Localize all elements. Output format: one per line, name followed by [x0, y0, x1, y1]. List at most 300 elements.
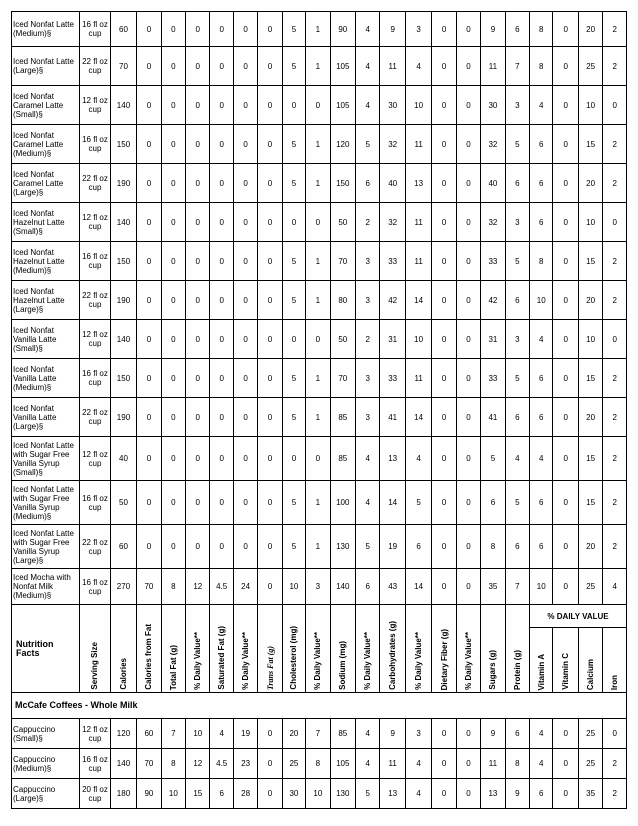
col-header-text: Protein (g) — [512, 650, 522, 690]
serving-size: 12 fl oz cup — [80, 320, 111, 359]
nutrient-value: 0 — [258, 749, 282, 779]
nutrient-value: 4 — [405, 749, 431, 779]
nutrient-value: 9 — [380, 12, 405, 47]
nutrient-value: 15 — [578, 437, 602, 481]
nutrient-value: 0 — [210, 437, 233, 481]
nutrient-value: 0 — [137, 86, 161, 125]
col-header-text: % Daily Value** — [313, 632, 323, 690]
nutrient-value: 0 — [258, 86, 282, 125]
nutrient-value: 0 — [186, 242, 210, 281]
nutrient-value: 7 — [161, 719, 185, 749]
col-header-text: Iron — [610, 674, 620, 690]
col-header-protein — [505, 605, 529, 693]
nutrient-value: 8 — [530, 47, 553, 86]
nutrient-value: 3 — [356, 242, 380, 281]
nutrient-value: 0 — [553, 437, 578, 481]
nutrient-value: 0 — [432, 481, 456, 525]
item-name: Iced Nonfat Latte with Sugar Free Vanilla Syrup (Small)§ — [12, 437, 80, 481]
nutrient-value: 0 — [456, 719, 480, 749]
nutrient-value: 0 — [210, 481, 233, 525]
serving-size: 22 fl oz cup — [80, 164, 111, 203]
nutrient-value: 0 — [456, 125, 480, 164]
nutrient-value: 140 — [110, 203, 136, 242]
nutrient-value: 6 — [530, 125, 553, 164]
nutrient-value: 0 — [553, 525, 578, 569]
col-header-text: Calcium — [586, 658, 596, 690]
nutrient-value: 0 — [432, 719, 456, 749]
nutrient-value: 5 — [282, 164, 305, 203]
table-row — [12, 281, 627, 320]
nutrient-value: 120 — [110, 719, 136, 749]
nutrient-value: 0 — [553, 203, 578, 242]
nutrient-value: 11 — [481, 749, 505, 779]
nutrient-value: 0 — [258, 779, 282, 809]
nutrient-value: 70 — [330, 242, 355, 281]
nutrient-value: 0 — [258, 398, 282, 437]
nutrient-value: 2 — [603, 749, 627, 779]
col-header-text: Vitamin C — [561, 653, 571, 690]
nutrient-value: 0 — [186, 398, 210, 437]
nutrient-value: 0 — [432, 164, 456, 203]
nutrient-value: 85 — [330, 437, 355, 481]
nutrient-value: 0 — [210, 164, 233, 203]
col-header-text: % Daily Value** — [193, 632, 203, 690]
nutrient-value: 8 — [530, 242, 553, 281]
nutrient-value: 0 — [432, 525, 456, 569]
nutrient-value: 6 — [505, 164, 529, 203]
nutrient-value: 0 — [553, 86, 578, 125]
nutrient-value: 0 — [456, 749, 480, 779]
nutrient-value: 0 — [258, 47, 282, 86]
nutrient-value: 70 — [137, 569, 161, 605]
nutrient-value: 8 — [505, 749, 529, 779]
nutrient-value: 0 — [432, 281, 456, 320]
nutrient-value: 0 — [553, 320, 578, 359]
item-name: Iced Nonfat Hazelnut Latte (Large)§ — [12, 281, 80, 320]
nutrient-value: 32 — [380, 203, 405, 242]
nutrient-value: 2 — [356, 320, 380, 359]
nutrient-value: 0 — [456, 47, 480, 86]
nutrient-value: 0 — [233, 47, 257, 86]
col-header-iron — [603, 628, 627, 693]
nutrient-value: 4 — [530, 749, 553, 779]
nutrient-value: 0 — [233, 398, 257, 437]
col-header-text: % Daily Value** — [463, 632, 473, 690]
nutrient-value: 0 — [233, 281, 257, 320]
nutrient-value: 0 — [258, 12, 282, 47]
table-row — [12, 481, 627, 525]
nutrient-value: 0 — [432, 47, 456, 86]
item-name: Iced Nonfat Caramel Latte (Small)§ — [12, 86, 80, 125]
nutrient-value: 2 — [603, 481, 627, 525]
nutrient-value: 90 — [330, 12, 355, 47]
nutrient-value: 0 — [233, 437, 257, 481]
nutrient-value: 5 — [505, 359, 529, 398]
nutrient-value: 3 — [356, 281, 380, 320]
nutrient-value: 4 — [356, 749, 380, 779]
nutrient-value: 6 — [530, 481, 553, 525]
nutrient-value: 0 — [186, 437, 210, 481]
nutrient-value: 0 — [233, 86, 257, 125]
nutrient-value: 5 — [505, 242, 529, 281]
nutrient-value: 0 — [186, 47, 210, 86]
col-header-calories-from-fat — [137, 605, 161, 693]
col-header-text: Trans Fat (g) — [265, 645, 275, 690]
nutrient-value: 20 — [578, 525, 602, 569]
nutrient-value: 0 — [233, 320, 257, 359]
nutrient-value: 0 — [161, 359, 185, 398]
nutrient-value: 4 — [530, 86, 553, 125]
nutrient-value: 4 — [405, 47, 431, 86]
nutrient-value: 0 — [456, 242, 480, 281]
nutrient-value: 6 — [530, 203, 553, 242]
nutrient-value: 0 — [161, 47, 185, 86]
bottom-rows — [12, 719, 627, 809]
table-row — [12, 203, 627, 242]
nutrient-value: 120 — [330, 125, 355, 164]
col-header-cholesterol — [282, 605, 305, 693]
nutrient-value: 5 — [282, 47, 305, 86]
nutrient-value: 10 — [306, 779, 330, 809]
nutrient-value: 0 — [456, 569, 480, 605]
nutrient-value: 60 — [137, 719, 161, 749]
nutrient-value: 3 — [405, 719, 431, 749]
nutrient-value: 0 — [210, 320, 233, 359]
nutrient-value: 0 — [432, 569, 456, 605]
nutrient-value: 11 — [405, 359, 431, 398]
nutrient-value: 2 — [603, 779, 627, 809]
nutrient-value: 190 — [110, 164, 136, 203]
table-row — [12, 242, 627, 281]
col-header-text: Total Fat (g) — [168, 644, 178, 690]
nutrient-value: 6 — [530, 525, 553, 569]
nutrient-value: 0 — [186, 12, 210, 47]
nutrient-value: 14 — [405, 569, 431, 605]
nutrient-value: 5 — [481, 437, 505, 481]
nutrient-value: 3 — [405, 12, 431, 47]
col-header-serving-size — [80, 605, 111, 693]
nutrient-value: 2 — [356, 203, 380, 242]
nutrient-value: 10 — [405, 86, 431, 125]
nutrient-value: 20 — [578, 281, 602, 320]
nutrient-value: 40 — [380, 164, 405, 203]
nutrient-value: 60 — [110, 525, 136, 569]
nutrient-value: 0 — [432, 398, 456, 437]
nutrient-value: 0 — [186, 281, 210, 320]
nutrient-value: 150 — [110, 242, 136, 281]
nutrient-value: 12 — [186, 569, 210, 605]
col-header-vitamin-a — [530, 628, 553, 693]
nutrient-value: 15 — [578, 242, 602, 281]
serving-size: 22 fl oz cup — [80, 47, 111, 86]
item-name: Iced Nonfat Vanilla Latte (Medium)§ — [12, 359, 80, 398]
daily-value-header: % DAILY VALUE — [530, 605, 627, 628]
col-header-text: Serving Size — [90, 642, 100, 690]
item-name: Cappuccino (Medium)§ — [12, 749, 80, 779]
item-name: Iced Nonfat Latte with Sugar Free Vanilla Syrup (Large)§ — [12, 525, 80, 569]
item-name: Iced Mocha with Nonfat Milk (Medium)§ — [12, 569, 80, 605]
nutrient-value: 7 — [306, 719, 330, 749]
nutrient-value: 270 — [110, 569, 136, 605]
nutrient-value: 0 — [456, 398, 480, 437]
nutrient-value: 0 — [553, 481, 578, 525]
nutrient-value: 15 — [578, 359, 602, 398]
nutrient-value: 8 — [530, 12, 553, 47]
section-title: McCafe Coffees - Whole Milk — [12, 693, 627, 719]
nutrient-value: 11 — [380, 749, 405, 779]
nutrient-value: 8 — [161, 569, 185, 605]
nutrient-value: 5 — [282, 281, 305, 320]
nutrient-value: 0 — [161, 12, 185, 47]
table-row — [12, 359, 627, 398]
nutrient-value: 0 — [553, 281, 578, 320]
nutrient-value: 0 — [553, 359, 578, 398]
nutrient-value: 0 — [282, 437, 305, 481]
nutrient-value: 0 — [186, 320, 210, 359]
col-header-sodium — [330, 605, 355, 693]
col-header-sugars — [481, 605, 505, 693]
nutrient-value: 0 — [603, 320, 627, 359]
item-name: Iced Nonfat Hazelnut Latte (Small)§ — [12, 203, 80, 242]
nutrient-value: 1 — [306, 281, 330, 320]
nutrient-value: 35 — [578, 779, 602, 809]
table-row — [12, 398, 627, 437]
nutrient-value: 5 — [405, 481, 431, 525]
nutrient-value: 0 — [161, 525, 185, 569]
nutrient-value: 105 — [330, 86, 355, 125]
nutrient-value: 0 — [137, 12, 161, 47]
nutrient-value: 70 — [137, 749, 161, 779]
table-row — [12, 525, 627, 569]
serving-size: 12 fl oz cup — [80, 719, 111, 749]
nutrient-value: 6 — [405, 525, 431, 569]
nutrient-value: 6 — [530, 779, 553, 809]
item-name: Iced Nonfat Latte with Sugar Free Vanilla Syrup (Medium)§ — [12, 481, 80, 525]
nutrient-value: 0 — [258, 125, 282, 164]
nutrient-value: 9 — [481, 719, 505, 749]
col-header-text: Calories — [118, 658, 128, 690]
nutrient-value: 33 — [481, 359, 505, 398]
col-header-trans-fat — [258, 605, 282, 693]
nutrient-value: 1 — [306, 242, 330, 281]
nutrient-value: 32 — [481, 203, 505, 242]
nutrient-value: 190 — [110, 398, 136, 437]
nutrient-value: 20 — [578, 164, 602, 203]
nutrient-value: 0 — [137, 47, 161, 86]
nutrient-value: 4 — [603, 569, 627, 605]
table-row — [12, 437, 627, 481]
nutrient-value: 0 — [553, 779, 578, 809]
col-header-text: % Daily Value** — [363, 632, 373, 690]
nutrient-value: 0 — [137, 398, 161, 437]
nutrient-value: 4 — [356, 12, 380, 47]
nutrient-value: 10 — [530, 281, 553, 320]
nutrient-value: 0 — [161, 320, 185, 359]
nutrient-value: 0 — [432, 86, 456, 125]
nutrient-value: 0 — [210, 203, 233, 242]
nutrient-value: 0 — [210, 47, 233, 86]
col-header-text: Sodium (mg) — [338, 641, 348, 690]
nutrient-value: 19 — [233, 719, 257, 749]
nutrient-value: 25 — [578, 569, 602, 605]
nutrient-value: 0 — [306, 320, 330, 359]
nutrient-value: 0 — [210, 12, 233, 47]
nutrient-value: 190 — [110, 281, 136, 320]
nutrient-value: 33 — [481, 242, 505, 281]
nutrient-value: 6 — [505, 12, 529, 47]
nutrient-value: 0 — [258, 203, 282, 242]
nutrient-value: 1 — [306, 47, 330, 86]
col-header-vitamin-c — [553, 628, 578, 693]
nutrient-value: 40 — [110, 437, 136, 481]
col-header-text: Calories from Fat — [144, 624, 154, 690]
nutrient-value: 0 — [137, 320, 161, 359]
nutrient-value: 0 — [456, 164, 480, 203]
nutrient-value: 0 — [603, 203, 627, 242]
nutrient-value: 0 — [137, 164, 161, 203]
nutrient-value: 3 — [306, 569, 330, 605]
nutrient-value: 0 — [282, 320, 305, 359]
nutrient-value: 2 — [603, 47, 627, 86]
nutrient-value: 0 — [186, 525, 210, 569]
nutrient-value: 6 — [530, 164, 553, 203]
nutrient-value: 23 — [233, 749, 257, 779]
nutrient-value: 8 — [481, 525, 505, 569]
nutrient-value: 25 — [578, 47, 602, 86]
nutrient-value: 6 — [505, 719, 529, 749]
nutrient-value: 0 — [456, 359, 480, 398]
nutrient-value: 4 — [505, 437, 529, 481]
nutrient-value: 3 — [356, 398, 380, 437]
nutrient-value: 0 — [186, 164, 210, 203]
item-name: Iced Nonfat Latte (Medium)§ — [12, 12, 80, 47]
nutrient-value: 0 — [432, 359, 456, 398]
nutrient-value: 0 — [306, 203, 330, 242]
nutrient-value: 13 — [380, 437, 405, 481]
nutrient-value: 0 — [432, 320, 456, 359]
nutrient-value: 2 — [603, 125, 627, 164]
nutrient-value: 30 — [380, 86, 405, 125]
col-header-dietary-fiber — [432, 605, 456, 693]
nutrient-value: 140 — [110, 320, 136, 359]
nutrient-value: 0 — [456, 281, 480, 320]
serving-size: 20 fl oz cup — [80, 779, 111, 809]
nutrient-value: 0 — [456, 437, 480, 481]
nutrient-value: 4 — [356, 481, 380, 525]
nutrient-value: 4 — [405, 437, 431, 481]
nutrient-value: 31 — [481, 320, 505, 359]
nutrient-value: 35 — [481, 569, 505, 605]
serving-size: 22 fl oz cup — [80, 525, 111, 569]
col-header-dv-dietary-fiber — [456, 605, 480, 693]
nutrient-value: 0 — [553, 242, 578, 281]
nutrition-facts-label: Nutrition Facts — [12, 605, 80, 693]
top-rows — [12, 12, 627, 605]
nutrient-value: 140 — [330, 569, 355, 605]
serving-size: 16 fl oz cup — [80, 12, 111, 47]
serving-size: 22 fl oz cup — [80, 398, 111, 437]
nutrient-value: 0 — [137, 481, 161, 525]
nutrient-value: 10 — [282, 569, 305, 605]
nutrient-value: 0 — [306, 86, 330, 125]
item-name: Cappuccino (Small)§ — [12, 719, 80, 749]
nutrient-value: 105 — [330, 749, 355, 779]
item-name: Iced Nonfat Vanilla Latte (Large)§ — [12, 398, 80, 437]
nutrient-value: 7 — [505, 47, 529, 86]
nutrient-value: 0 — [553, 47, 578, 86]
nutrient-value: 2 — [603, 242, 627, 281]
nutrient-value: 2 — [603, 164, 627, 203]
nutrient-value: 4 — [210, 719, 233, 749]
nutrient-value: 0 — [432, 437, 456, 481]
nutrient-value: 5 — [282, 481, 305, 525]
nutrient-value: 11 — [405, 125, 431, 164]
item-name: Cappuccino (Large)§ — [12, 779, 80, 809]
nutrient-value: 4 — [405, 779, 431, 809]
nutrient-value: 0 — [282, 203, 305, 242]
nutrient-value: 4 — [356, 719, 380, 749]
nutrient-value: 4 — [530, 437, 553, 481]
nutrient-value: 25 — [282, 749, 305, 779]
nutrient-value: 5 — [282, 398, 305, 437]
nutrient-value: 0 — [161, 242, 185, 281]
nutrient-value: 32 — [380, 125, 405, 164]
nutrient-value: 0 — [186, 125, 210, 164]
nutrient-value: 2 — [603, 437, 627, 481]
nutrient-value: 0 — [258, 719, 282, 749]
col-header-text: Carbohydrates (g) — [388, 621, 398, 690]
nutrient-value: 9 — [505, 779, 529, 809]
nutrient-value: 140 — [110, 86, 136, 125]
col-header-dv-carbohydrates — [405, 605, 431, 693]
nutrient-value: 0 — [137, 525, 161, 569]
nutrient-value: 43 — [380, 569, 405, 605]
nutrient-value: 15 — [578, 481, 602, 525]
serving-size: 22 fl oz cup — [80, 281, 111, 320]
nutrient-value: 0 — [210, 525, 233, 569]
item-name: Iced Nonfat Hazelnut Latte (Medium)§ — [12, 242, 80, 281]
nutrient-value: 0 — [456, 86, 480, 125]
table-row — [12, 320, 627, 359]
table-row — [12, 125, 627, 164]
nutrient-value: 30 — [481, 86, 505, 125]
nutrient-value: 33 — [380, 242, 405, 281]
nutrient-value: 10 — [578, 320, 602, 359]
nutrient-value: 0 — [233, 125, 257, 164]
nutrient-value: 180 — [110, 779, 136, 809]
nutrient-value: 30 — [282, 779, 305, 809]
nutrient-value: 8 — [306, 749, 330, 779]
col-header-carbohydrates — [380, 605, 405, 693]
table-row — [12, 749, 627, 779]
nutrient-value: 10 — [161, 779, 185, 809]
serving-size: 16 fl oz cup — [80, 125, 111, 164]
nutrient-value: 20 — [282, 719, 305, 749]
nutrient-value: 50 — [110, 481, 136, 525]
nutrient-value: 0 — [456, 779, 480, 809]
nutrient-value: 0 — [137, 281, 161, 320]
table-row — [12, 164, 627, 203]
nutrient-value: 6 — [505, 525, 529, 569]
col-header-saturated-fat — [210, 605, 233, 693]
nutrient-value: 5 — [356, 125, 380, 164]
nutrient-value: 0 — [456, 525, 480, 569]
nutrient-value: 0 — [186, 203, 210, 242]
col-header-text: Sugars (g) — [488, 650, 498, 690]
nutrient-value: 2 — [603, 281, 627, 320]
col-header-dv-saturated-fat — [233, 605, 257, 693]
nutrient-value: 90 — [137, 779, 161, 809]
